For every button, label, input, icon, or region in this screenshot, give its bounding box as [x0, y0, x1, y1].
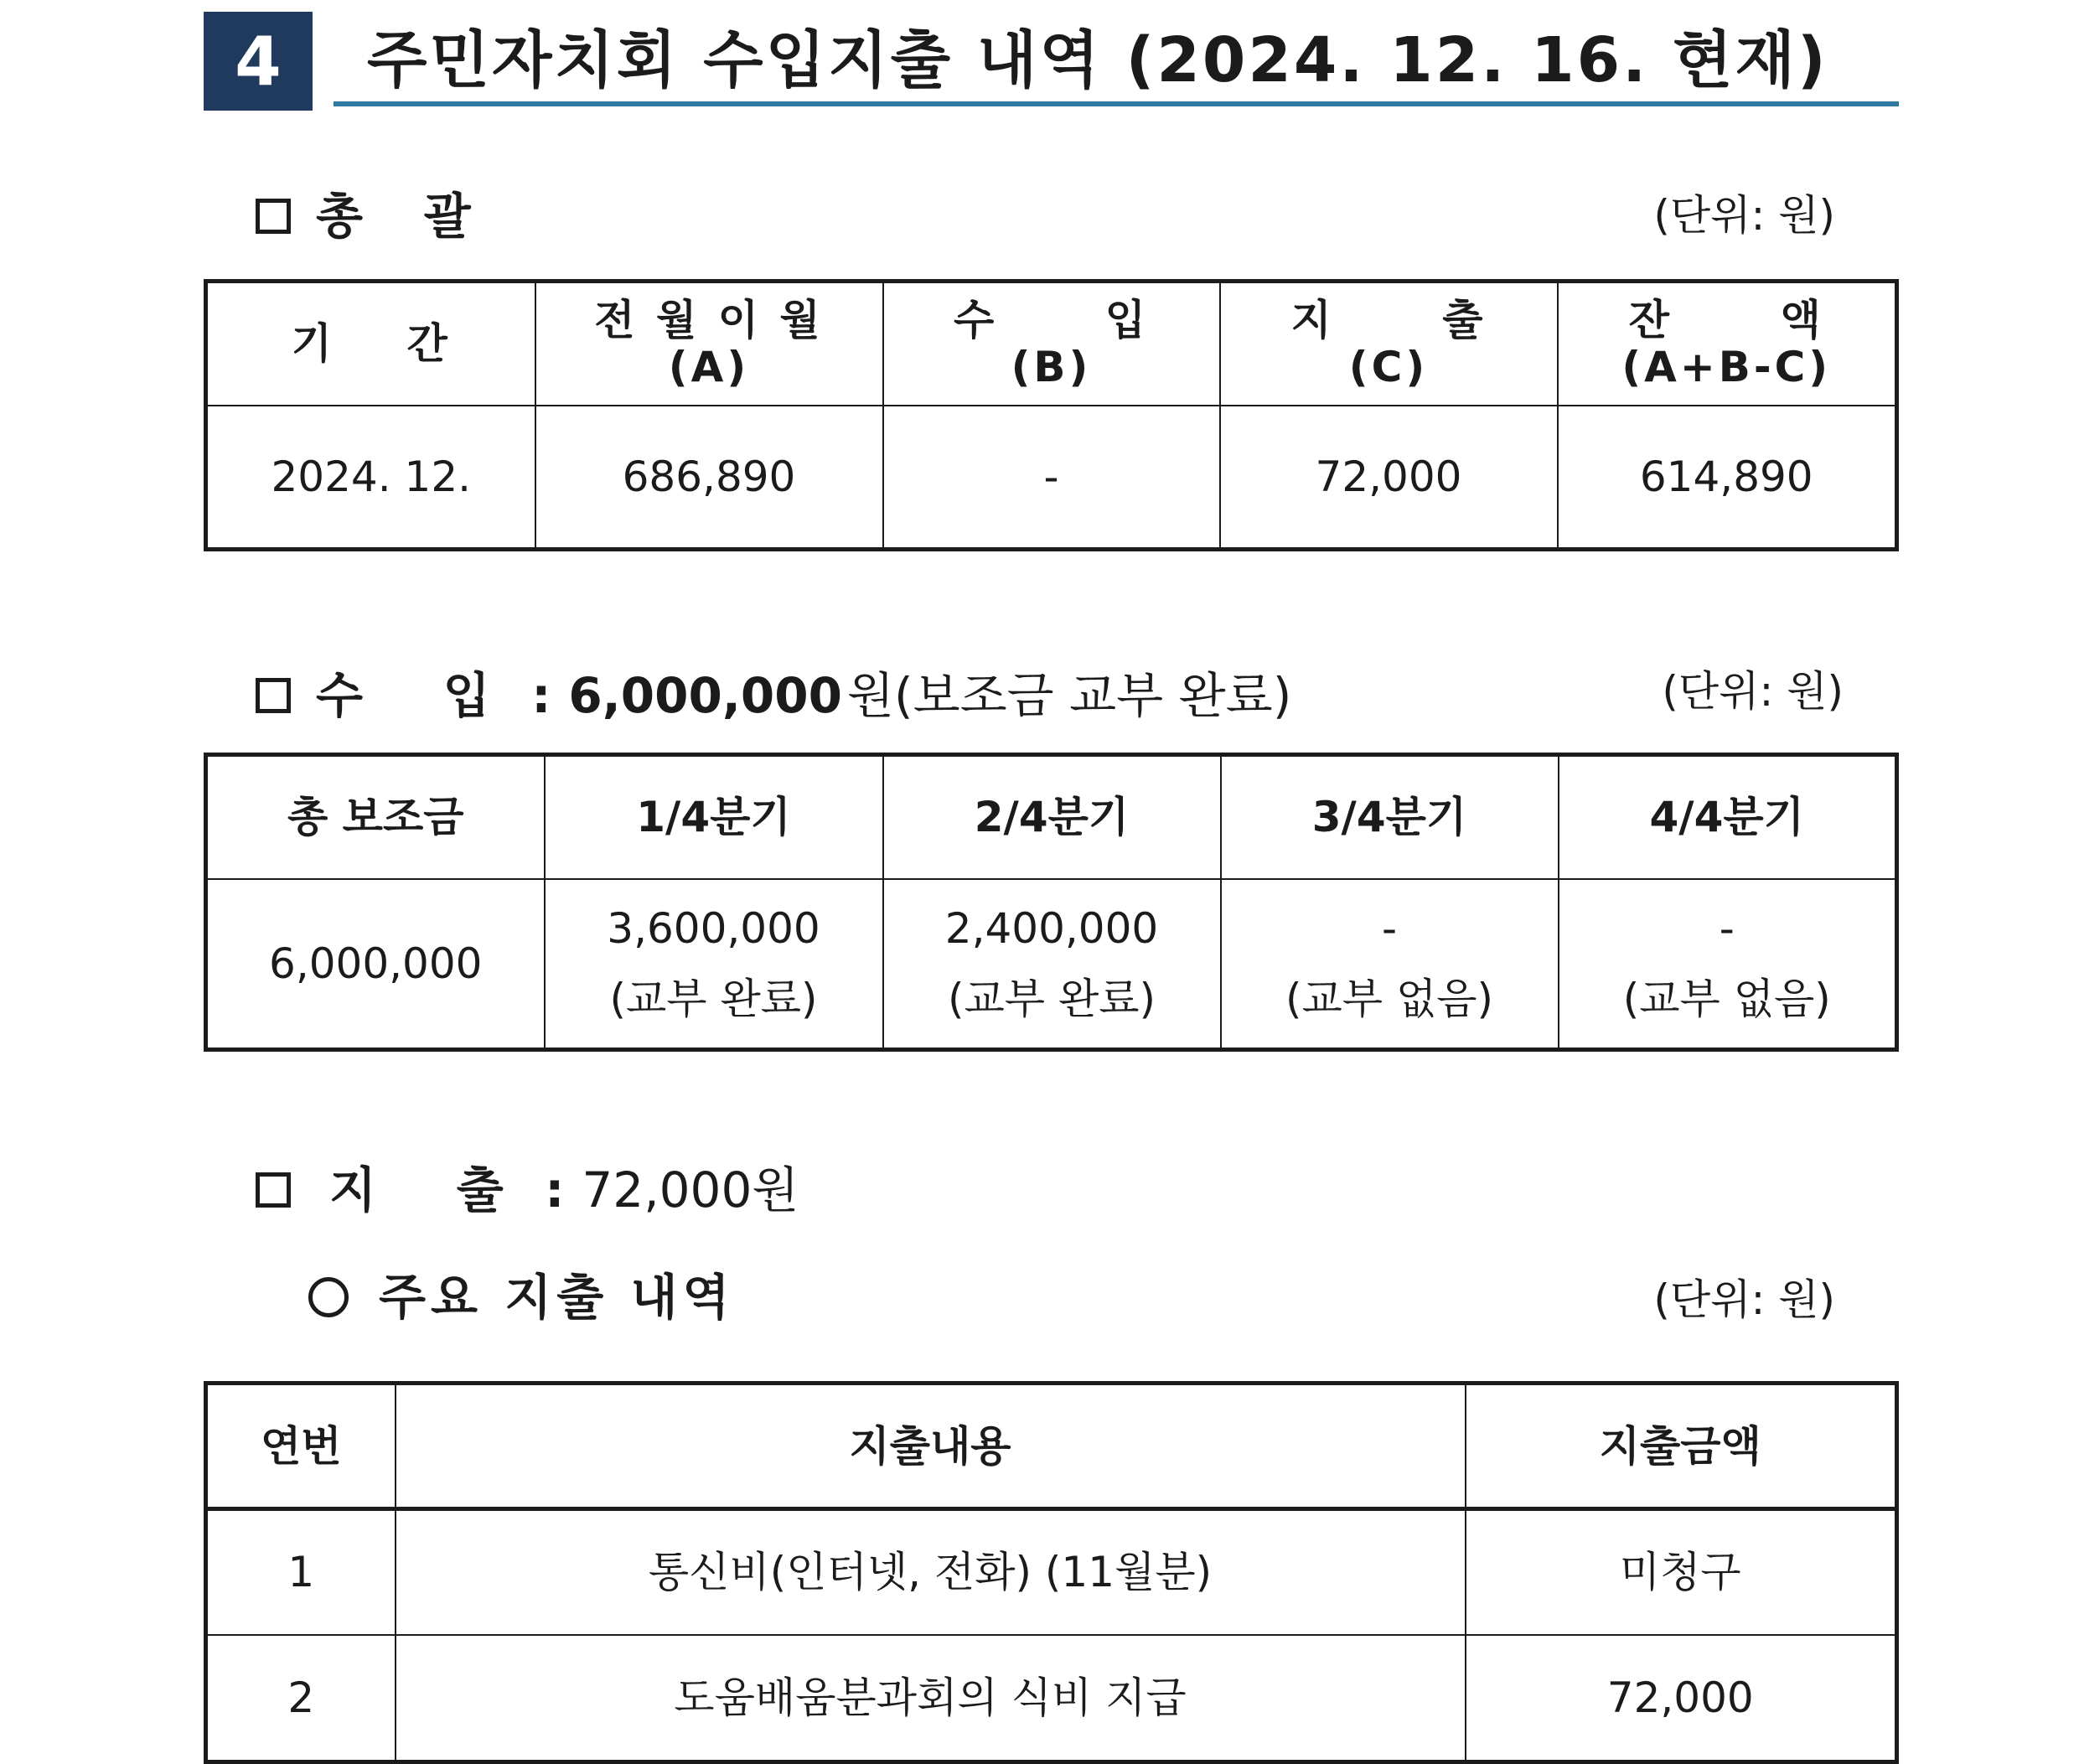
circle-bullet-icon	[308, 1277, 349, 1317]
expense-header-row	[206, 1384, 1897, 1509]
income-q4-status: (교부 없음)	[1622, 974, 1831, 1023]
checkbox-square-icon	[256, 678, 291, 713]
expense-row-amount: 미청구	[1466, 1509, 1897, 1635]
income-q3-cell	[1221, 879, 1559, 1050]
income-q1-amount: 3,600,000	[607, 903, 820, 953]
income-q4-cell	[1559, 879, 1897, 1050]
income-header-q1: 1/4분기	[545, 755, 883, 879]
income-heading-text: 수 입 :	[316, 667, 554, 724]
income-q2-cell	[883, 879, 1221, 1050]
income-header-q3: 3/4분기	[1221, 755, 1559, 879]
expense-row-amount: 72,000	[1466, 1635, 1897, 1762]
section-number-badge: 4	[204, 12, 313, 111]
income-table	[204, 753, 1899, 1052]
summary-income-value: -	[883, 406, 1220, 550]
summary-data-row	[206, 406, 1897, 550]
income-header-total: 총 보조금	[206, 755, 545, 879]
summary-heading	[256, 183, 473, 250]
expense-subheading-text: 주요 지출 내역	[379, 1269, 735, 1326]
summary-expense-value: 72,000	[1220, 406, 1558, 550]
expense-header-no: 연번	[206, 1384, 396, 1509]
summary-header-row	[206, 282, 1897, 406]
expense-unit-label: (단위: 원)	[1653, 1275, 1835, 1324]
expense-row-desc: 도움배움분과회의 식비 지급	[396, 1635, 1466, 1762]
expense-table	[204, 1381, 1899, 1764]
expense-row	[206, 1509, 1897, 1635]
page-title: 주민자치회 수입지출 내역 (2024. 12. 16. 현재)	[367, 24, 1828, 96]
summary-header-balance: 잔 액 (A+B-C)	[1558, 282, 1897, 406]
checkbox-square-icon	[256, 199, 291, 234]
expense-row-no: 1	[206, 1509, 396, 1635]
expense-row-no: 2	[206, 1635, 396, 1762]
expense-heading	[256, 1156, 799, 1223]
income-q2-status: (교부 완료)	[947, 974, 1156, 1023]
income-header-q2: 2/4분기	[883, 755, 1221, 879]
expense-amount: 72,000원	[582, 1161, 799, 1218]
income-q1-status: (교부 완료)	[609, 974, 818, 1023]
income-heading	[256, 662, 1291, 729]
expense-header-desc: 지출내용	[396, 1384, 1466, 1509]
summary-header-expense: 지 출 (C)	[1220, 282, 1558, 406]
summary-table	[204, 279, 1899, 551]
summary-period-value: 2024. 12.	[206, 406, 535, 550]
summary-unit-label: (단위: 원)	[1653, 191, 1835, 240]
expense-subheading	[308, 1264, 735, 1331]
income-q2-amount: 2,400,000	[944, 903, 1159, 953]
expense-heading-text: 지 출 :	[329, 1161, 567, 1218]
summary-header-carryover: 전 월 이 월 (A)	[535, 282, 883, 406]
income-header-row	[206, 755, 1897, 879]
income-q3-amount: -	[1381, 903, 1398, 953]
summary-header-period: 기 간	[206, 282, 535, 406]
income-suffix: 원(보조금 교부 완료)	[846, 667, 1292, 724]
income-q4-amount: -	[1719, 903, 1735, 953]
income-unit-label: (단위: 원)	[1662, 667, 1844, 716]
summary-header-income: 수 입 (B)	[883, 282, 1220, 406]
income-amount: 6,000,000	[568, 667, 842, 724]
summary-carryover-value: 686,890	[535, 406, 883, 550]
summary-balance-value: 614,890	[1558, 406, 1897, 550]
expense-row-desc: 통신비(인터넷, 전화) (11월분)	[396, 1509, 1466, 1635]
income-q1-cell	[545, 879, 883, 1050]
expense-header-amount: 지출금액	[1466, 1384, 1897, 1509]
income-total-value: 6,000,000	[206, 879, 545, 1050]
expense-row	[206, 1635, 1897, 1762]
income-header-q4: 4/4분기	[1559, 755, 1897, 879]
checkbox-square-icon	[256, 1172, 291, 1208]
summary-heading-text: 총 괄	[316, 188, 473, 245]
title-underline	[334, 101, 1899, 106]
income-data-row	[206, 879, 1897, 1050]
income-q3-status: (교부 없음)	[1285, 974, 1494, 1023]
